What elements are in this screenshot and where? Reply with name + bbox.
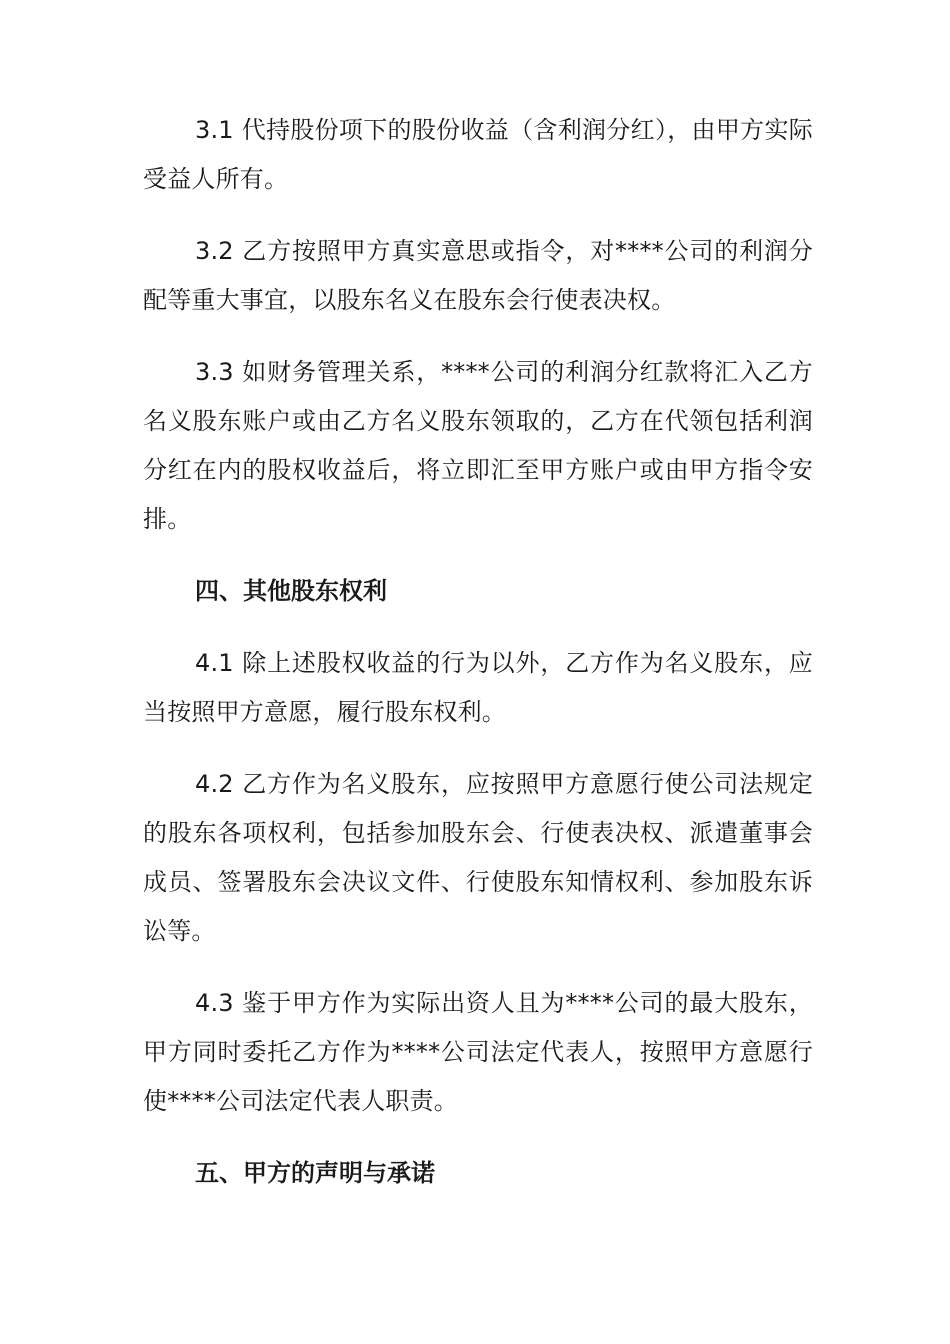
section-heading-4: 四、其他股东权利: [195, 577, 387, 605]
clause-4-2: 4.2 乙方作为名义股东，应按照甲方意愿行使公司法规定的股东各项权利，包括参加股东会、行使表决权、派遣董事会成员、签署股东会决议文件、行使股东知情权利、参加股东诉讼等。: [143, 770, 813, 945]
clause-3-2: 3.2 乙方按照甲方真实意思或指令，对****公司的利润分配等重大事宜，以股东名义在股东会行使表决权。: [143, 237, 813, 314]
clause-3-3: 3.3 如财务管理关系，****公司的利润分红款将汇入乙方名义股东账户或由乙方名义股东领取的，乙方在代领包括利润分红在内的股权收益后，将立即汇至甲方账户或由甲方指令安排。: [143, 358, 813, 533]
document-body: [143, 106, 813, 1198]
section-heading-5: 五、甲方的声明与承诺: [195, 1159, 435, 1187]
clause-4-3: 4.3 鉴于甲方作为实际出资人且为****公司的最大股东，甲方同时委托乙方作为****公司法定代表人，按照甲方意愿行使****公司法定代表人职责。: [143, 989, 813, 1115]
clause-3-1: 3.1 代持股份项下的股份收益（含利润分红），由甲方实际受益人所有。: [143, 116, 813, 193]
clause-4-1: 4.1 除上述股权收益的行为以外，乙方作为名义股东，应当按照甲方意愿，履行股东权利。: [143, 649, 813, 726]
